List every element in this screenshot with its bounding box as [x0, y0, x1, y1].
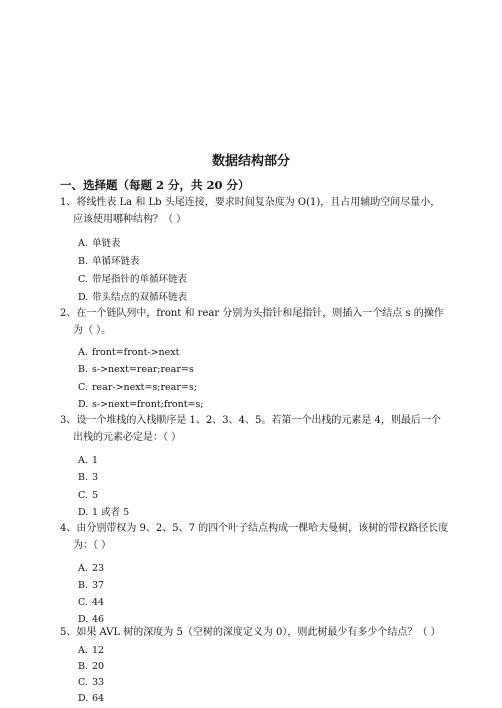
option-a — [78, 645, 104, 657]
option-text: 带头结点的双循环链表 — [92, 292, 188, 303]
question-stem: 5、如果 AVL 树的深度为 5（空树的深度定义为 0），则此树最少有多少个结点？（ ） — [60, 627, 441, 638]
option-label: C. — [78, 382, 88, 393]
option-label: A. — [78, 645, 88, 656]
option-text: 3 — [92, 472, 99, 483]
option-a — [78, 347, 179, 359]
option-label: D. — [78, 507, 89, 518]
question-3 — [60, 412, 450, 446]
option-label: A. — [78, 563, 88, 574]
option-label: B. — [78, 364, 89, 375]
option-label: C. — [78, 490, 88, 501]
question-2 — [60, 305, 450, 339]
option-text: 20 — [92, 661, 105, 672]
option-text: s->next=front;front=s; — [92, 399, 204, 410]
option-label: C. — [78, 597, 88, 608]
option-c — [78, 597, 104, 609]
option-d — [78, 292, 187, 304]
page-title: 数据结构部分 — [211, 154, 290, 169]
option-text: 46 — [92, 614, 105, 625]
option-label: A. — [78, 455, 88, 466]
option-text: 单循环链表 — [92, 256, 140, 267]
option-c — [78, 274, 187, 286]
option-text: 37 — [92, 580, 105, 591]
option-label: D. — [78, 693, 89, 704]
option-label: B. — [78, 661, 89, 672]
option-label: B. — [78, 472, 89, 483]
option-text: 33 — [92, 677, 105, 688]
option-label: D. — [78, 292, 89, 303]
question-5 — [60, 624, 450, 641]
question-stem: 3、设一个堆栈的入栈顺序是 1、2、3、4、5。若第一个出栈的元素是 4，则最后一个出栈的元素必定是：（ ） — [60, 415, 441, 443]
option-text: 12 — [92, 645, 105, 656]
option-d — [78, 399, 204, 411]
question-stem: 4、由分别带权为 9、2、5、7 的四个叶子结点构成一棵哈夫曼树，该树的带权路径长度为：（ ） — [60, 523, 449, 551]
option-b — [78, 580, 104, 592]
question-1 — [60, 194, 450, 228]
option-label: A. — [78, 238, 88, 249]
option-a — [78, 455, 98, 467]
option-label: C. — [78, 677, 88, 688]
option-label: B. — [78, 580, 89, 591]
option-text: s->next=rear;rear=s — [92, 364, 194, 375]
option-label: D. — [78, 614, 89, 625]
option-d — [78, 693, 104, 705]
option-text: rear->next=s;rear=s; — [92, 382, 197, 393]
option-c — [78, 677, 104, 689]
option-text: 1 — [92, 455, 99, 466]
option-b — [78, 472, 98, 484]
option-label: C. — [78, 274, 88, 285]
option-b — [78, 364, 194, 376]
option-a — [78, 238, 121, 250]
option-text: 单链表 — [92, 238, 121, 249]
option-a — [78, 563, 104, 575]
option-text: 5 — [92, 490, 99, 501]
option-d — [78, 507, 129, 519]
option-label: B. — [78, 256, 89, 267]
question-4 — [60, 520, 450, 554]
question-stem: 1、将线性表 La 和 Lb 头尾连接，要求时间复杂度为 O(1)，且占用辅助空间尽量小，应该使用哪种结构？（ ） — [60, 197, 441, 225]
option-label: A. — [78, 347, 88, 358]
option-c — [78, 490, 98, 502]
section-heading: 一、选择题（每题 2 分，共 20 分） — [60, 178, 250, 192]
option-text: 1 或者 5 — [92, 507, 130, 518]
option-text: 44 — [92, 597, 105, 608]
option-text: front=front->next — [92, 347, 180, 358]
option-text: 带尾指针的单循环链表 — [92, 274, 188, 285]
option-c — [78, 382, 197, 394]
option-text: 23 — [92, 563, 105, 574]
option-b — [78, 256, 140, 268]
option-text: 64 — [92, 693, 105, 704]
option-b — [78, 661, 104, 673]
option-label: D. — [78, 399, 89, 410]
question-stem: 2、在一个链队列中，front 和 rear 分别为头指针和尾指针，则插入一个结点 s 的操作为（ ）。 — [60, 308, 444, 336]
